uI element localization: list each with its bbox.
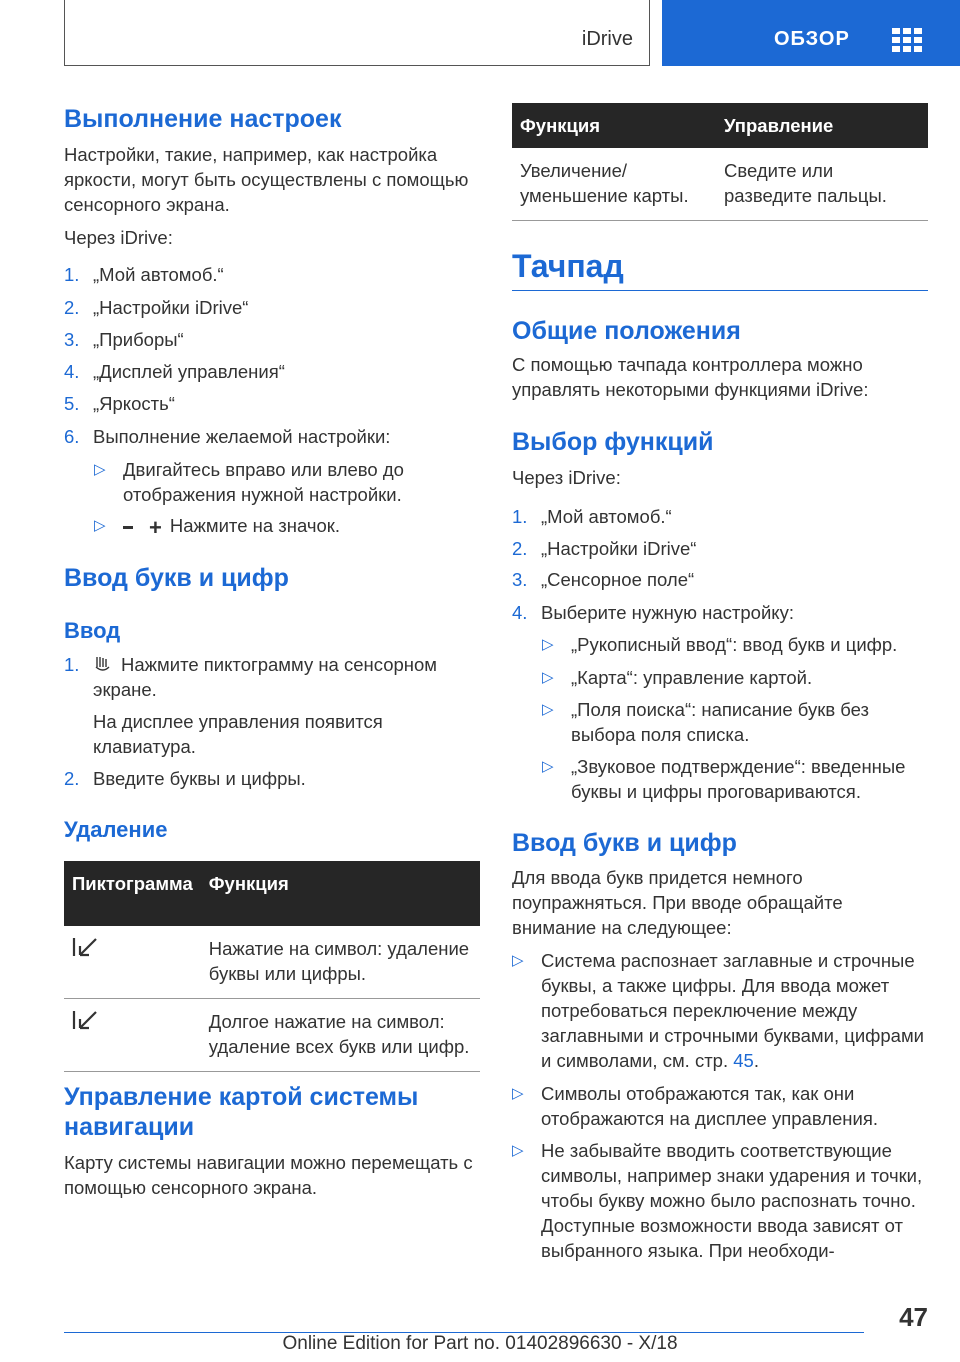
step-1: 1. „Мой автомоб.“ xyxy=(64,264,224,285)
sub-bullet-sound: ▷ „Звуковое подтверждение“: введенные буквы и цифры проговариваются. xyxy=(542,756,906,802)
col-header-control: Управление xyxy=(716,103,928,148)
heading-touchpad: Тачпад xyxy=(512,246,928,291)
heading-delete: Удаление xyxy=(64,817,168,842)
select-step-4: 4. Выберите нужную настройку: xyxy=(512,602,794,623)
bullet-display: ▷ Символы отображаются так, как они отображаются на дисплее управления. xyxy=(512,1083,879,1129)
sub-bullet-press: ▷ + Нажмите на значок. xyxy=(94,514,341,540)
col-header-pictogram: Пиктограмма xyxy=(64,861,201,926)
backspace-icon xyxy=(64,926,201,999)
sub-bullet-search: ▷ „Поля поиска“: написание букв без выбора поля списка. xyxy=(542,699,870,745)
heading-settings: Выполнение настроек xyxy=(64,105,342,133)
bullet-accents: ▷ Не забывайте вводить соответствующие символы, например знаки ударения и точки, чтобы букву можно было распознать точно. Доступные возможности ввода зависят от выбранного языка. При необходи- xyxy=(512,1140,923,1261)
heading-input-right: Ввод букв и цифр xyxy=(512,829,737,857)
footer-edition: Online Edition for Part no. 01402896630 - X/18 xyxy=(282,1333,678,1354)
page-number: 47 xyxy=(899,1302,928,1332)
general-text: С помощью тачпада контроллера можно управлять некоторыми функциями iDrive: xyxy=(512,354,869,400)
table-row: Увеличение/уменьшение карты. Сведите или разведите пальцы. xyxy=(512,148,928,221)
col-header-function: Функция xyxy=(512,103,716,148)
step-4: 4. „Дисплей управления“ xyxy=(64,361,285,382)
enter-step-2: 2. Введите буквы и цифры. xyxy=(64,768,306,789)
grid-icon xyxy=(892,28,922,54)
enter-step-1: 1. Нажмите пиктограмму на сенсорном экране. xyxy=(64,654,437,700)
via-idrive: Через iDrive: xyxy=(64,227,173,248)
select-step-2: 2. „Настройки iDrive“ xyxy=(512,538,697,559)
sub-bullet-move: ▷ Двигайтесь вправо или влево до отображения нужной настройки. xyxy=(94,459,404,505)
header-tab-overview[interactable] xyxy=(662,0,960,66)
header-frame xyxy=(64,0,650,66)
header-tab-label: ОБЗОР xyxy=(774,28,850,50)
sub-bullet-handwriting: ▷ „Рукописный ввод“: ввод букв и цифр. xyxy=(542,634,898,655)
step-5: 5. „Яркость“ xyxy=(64,393,175,414)
step-3: 3. „Приборы“ xyxy=(64,329,184,350)
step-6: 6. Выполнение желаемой настройки: xyxy=(64,426,391,447)
minus-icon xyxy=(123,526,133,529)
heading-input: Ввод букв и цифр xyxy=(64,564,289,592)
backspace-long-icon xyxy=(64,999,201,1072)
map-text: Карту системы навигации можно перемещать с помощью сенсорного экрана. xyxy=(64,1152,473,1198)
step-2: 2. „Настройки iDrive“ xyxy=(64,297,249,318)
input-text: Для ввода букв придется немного поупражняться. При вводе обращайте внимание на следующее: xyxy=(512,867,843,938)
table-row: Нажатие на символ: удаление буквы или цифры. xyxy=(64,926,480,999)
heading-enter: Ввод xyxy=(64,618,121,643)
map-gesture-table xyxy=(512,103,928,221)
keyboard-touch-icon xyxy=(93,654,113,672)
delete-table xyxy=(64,861,480,1072)
heading-general: Общие положения xyxy=(512,317,741,345)
heading-select: Выбор функций xyxy=(512,428,714,456)
header-section: iDrive xyxy=(581,28,633,50)
via-idrive-right: Через iDrive: xyxy=(512,467,621,488)
enter-note: На дисплее управления появится клавиатура. xyxy=(93,711,383,757)
heading-map: Управление картой системы навигации xyxy=(64,1083,419,1141)
plus-icon: + xyxy=(149,514,162,540)
sub-bullet-map: ▷ „Карта“: управление картой. xyxy=(542,667,813,688)
bullet-recognition: ▷ Система распознает заглавные и строчные буквы, а также цифры. Для ввода может потребоваться переключение между заглавными и строчными буквами, цифрами и символами, см. стр. 45. xyxy=(512,950,924,1071)
settings-intro: Настройки, такие, например, как настройка яркости, могут быть осуществлены с помощью сенсорного экрана. xyxy=(64,144,469,215)
table-row: Долгое нажатие на символ: удаление всех букв или цифр. xyxy=(64,999,480,1072)
select-step-1: 1. „Мой автомоб.“ xyxy=(512,506,672,527)
col-header-function: Функция xyxy=(201,861,480,926)
page-link-45[interactable]: 45 xyxy=(733,1050,754,1071)
select-step-3: 3. „Сенсорное поле“ xyxy=(512,569,695,590)
